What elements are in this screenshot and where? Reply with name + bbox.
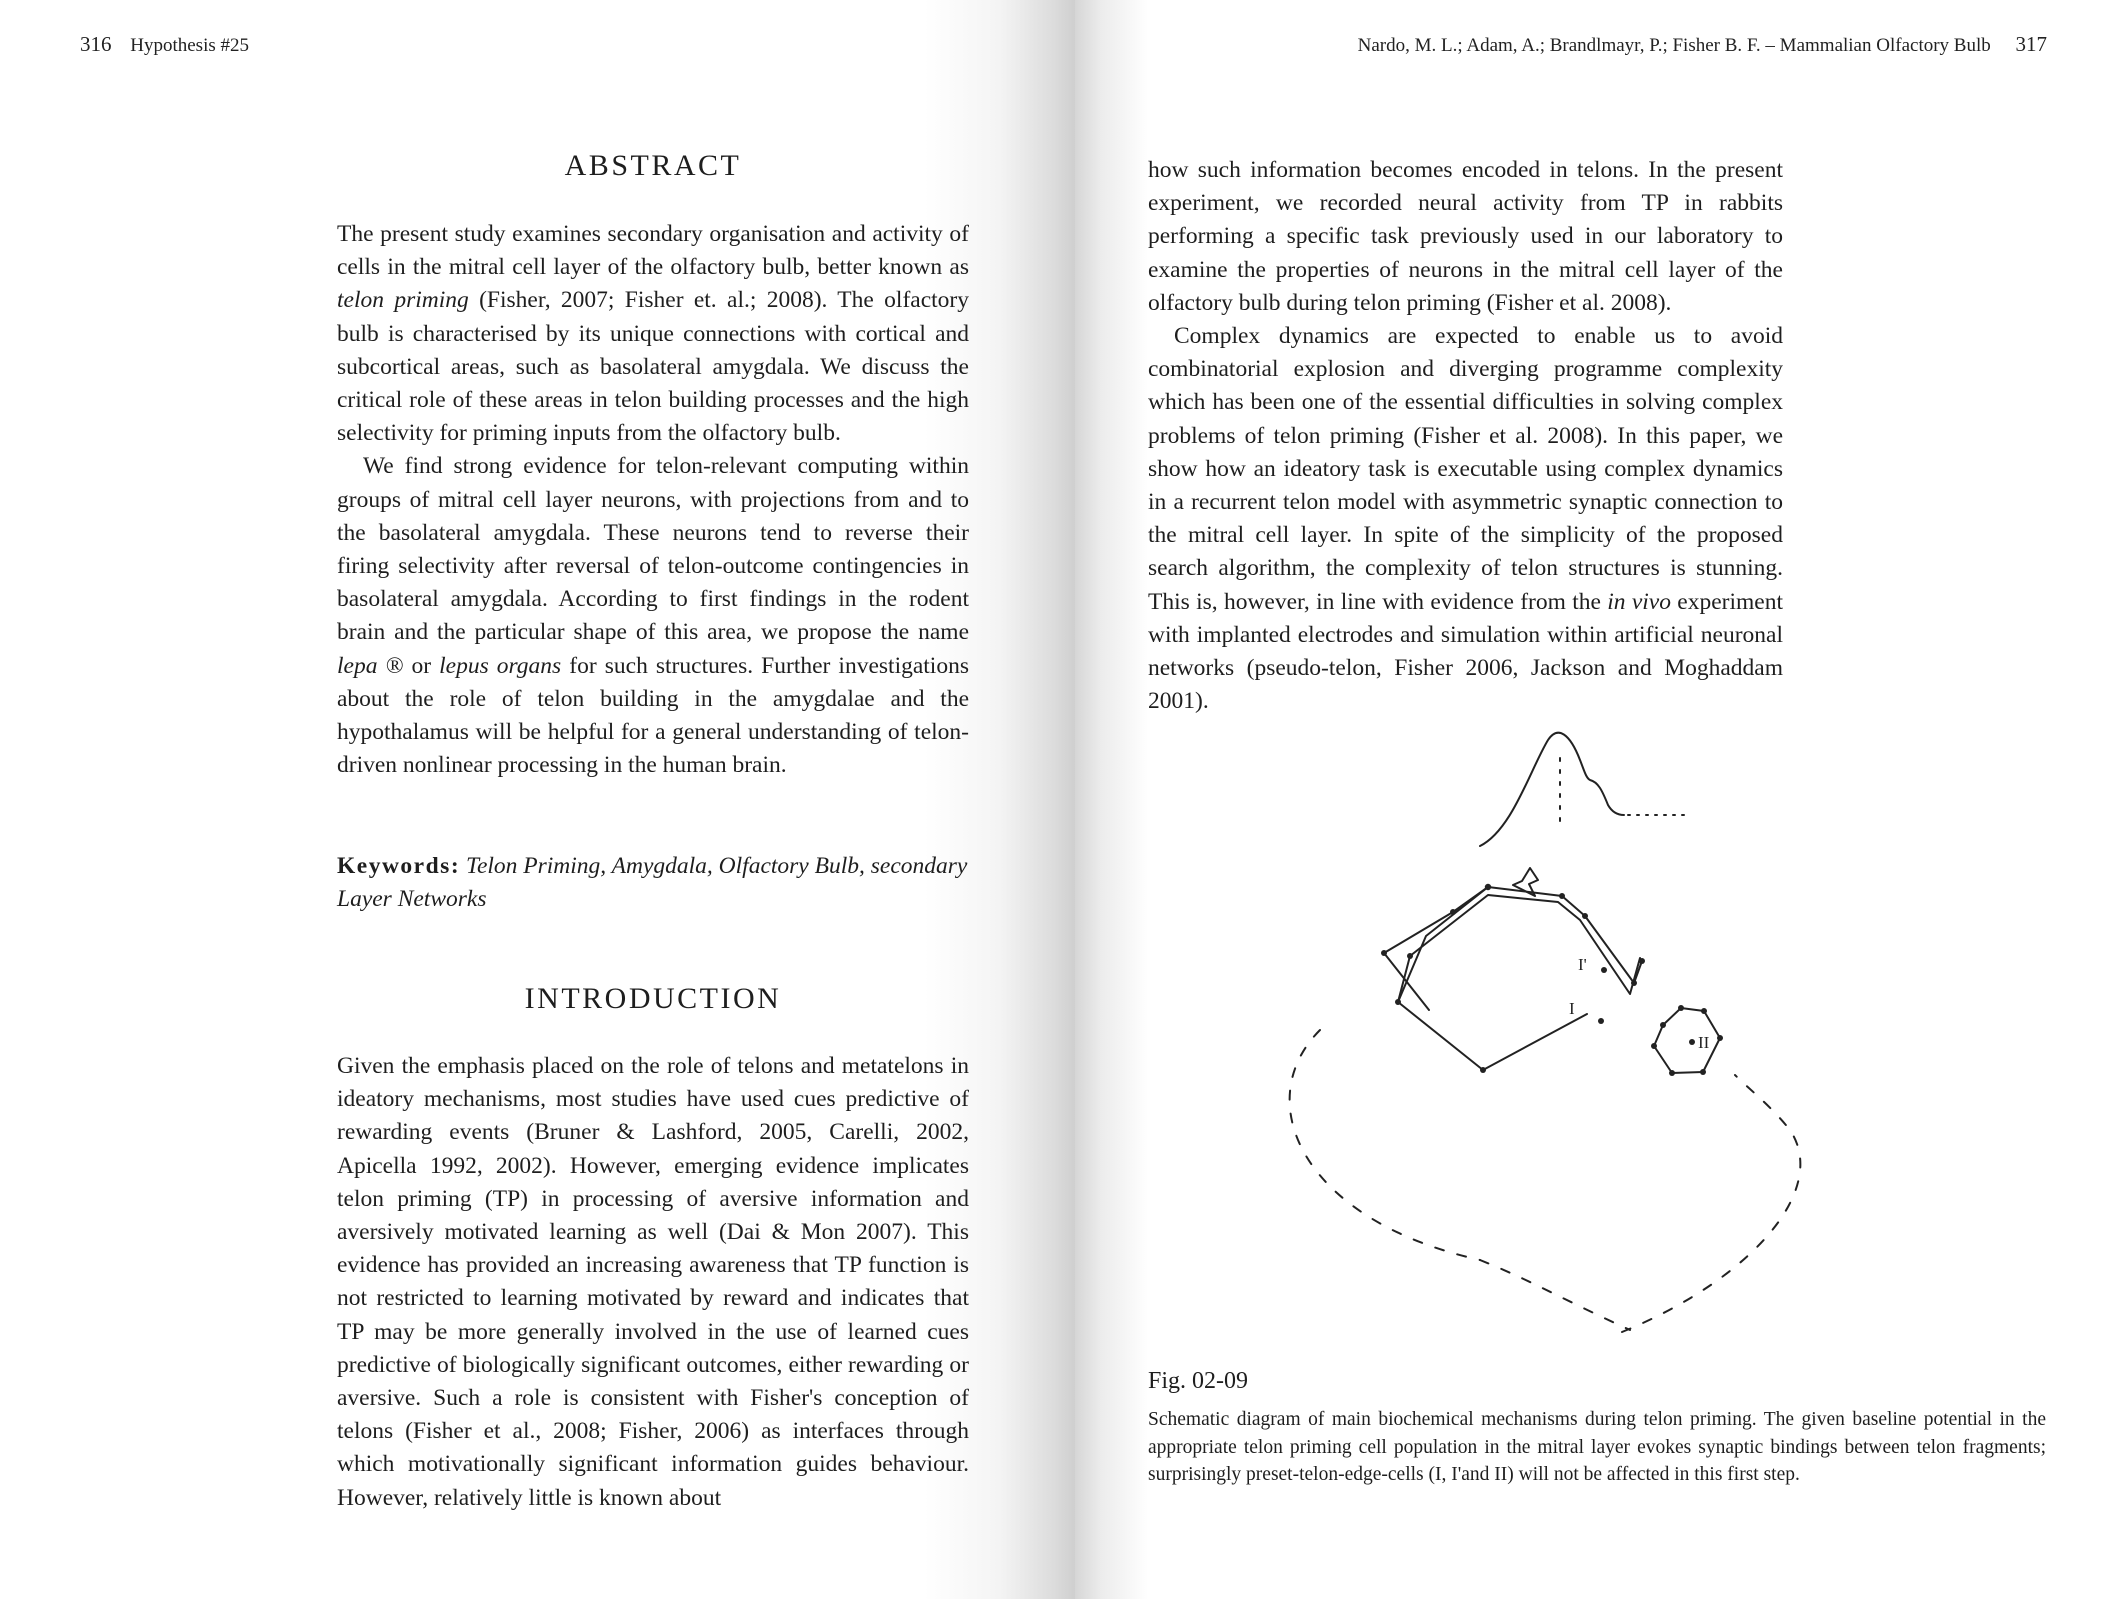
right-paragraph-1: how such information becomes encoded in telons. In the present experiment, we recorded neural activity from TP in rabbits performing a specific task previously used in our laboratory to examine the properties of neurons in the mitral cell layer of the olfactory bulb during telon priming (Fisher et al. 2008).: [1148, 157, 1783, 316]
abstract-body: [337, 218, 969, 782]
left-running-head-title: Hypothesis #25: [130, 35, 249, 56]
node: [1395, 999, 1401, 1005]
cell-II-label: II: [1698, 1033, 1710, 1052]
node: [1381, 950, 1387, 956]
cell-I-dot: [1598, 1018, 1604, 1024]
node: [1701, 1008, 1707, 1014]
abstract-heading: ABSTRACT: [564, 149, 742, 182]
abstract-paragraph-2: We find strong evidence for telon-relevant computing within groups of mitral cell layer neurons, with projections from and to the basolateral amygdala. These neurons tend to reverse their firing selectivity after reversal of telon-outcome contingencies in basolateral amygdala. According to first findings in the rodent brain and the particular shape of this area, we propose the name lepa ® or lepus organs for such structures. Further investigations about the role of telon building in the amygdalae and the hypothalamus will be helpful for a general understanding of telon-driven nonlinear processing in the human brain.: [337, 453, 969, 779]
ellipse-left-arc: [1290, 1030, 1480, 1260]
telon-polygon-outer: [1384, 887, 1642, 1010]
term-lepa: lepa ®: [337, 652, 404, 679]
potential-curve: [1480, 733, 1624, 846]
ellipse-bottom-arc: [1480, 1260, 1630, 1330]
cell-I-prime-dot: [1601, 967, 1607, 973]
node: [1450, 909, 1456, 915]
right-running-head-title: Nardo, M. L.; Adam, A.; Brandlmayr, P.; Fisher B. F. – Mammalian Olfactory Bulb: [1357, 35, 1991, 56]
ellipse-right-arc: [1622, 1075, 1800, 1332]
cell-II-dot: [1689, 1039, 1695, 1045]
schematic-figure: [1230, 720, 1850, 1360]
keywords-text: Telon Priming, Amygdala, Olfactory Bulb, secondary Layer Networks: [337, 853, 968, 913]
introduction-body: [337, 1050, 969, 1515]
term-lepus-organs: lepus organs: [439, 652, 562, 679]
node: [1678, 1005, 1684, 1011]
node: [1559, 893, 1565, 899]
keywords-label: Keywords:: [337, 853, 461, 879]
term-in-vivo: in vivo: [1607, 588, 1671, 615]
node: [1700, 1069, 1706, 1075]
node: [1631, 980, 1637, 986]
cell-I-prime-label: I': [1578, 955, 1587, 974]
node: [1582, 913, 1588, 919]
telon-polygon-inner: [1398, 895, 1640, 1002]
left-page-number: 316: [80, 32, 112, 56]
right-page-number: 317: [2015, 32, 2047, 56]
node: [1660, 1022, 1666, 1028]
introduction-paragraph-1: Given the emphasis placed on the role of telons and metatelons in ideatory mechanisms, most studies have used cues predictive of rewarding events (Bruner & Lashford, 2005, Carelli, 2002, Apicella 1992, 2002). However, emerging evidence implicates telon priming (TP) in processing of aversive information and aversively motivated learning as well (Dai & Mon 2007). This evidence has provided an increasing awareness that TP function is not restricted to learning motivated by reward and indicates that TP may be more generally involved in the use of learned cues predictive of biologically significant outcomes, either rewarding or aversive. Such a role is consistent with Fisher's conception of telons (Fisher et al., 2008; Fisher, 2006) as interfaces through which motivationally significant information guides behaviour. However, relatively little is known about: [337, 1053, 969, 1511]
node: [1485, 884, 1491, 890]
node: [1407, 953, 1413, 959]
node: [1651, 1043, 1657, 1049]
node: [1639, 958, 1645, 964]
right-running-head: [1332, 32, 2047, 57]
cell-II-hexagon: [1654, 1008, 1720, 1073]
telon-polygon-lower: [1398, 887, 1587, 1070]
figure-label: Fig. 02-09: [1148, 1368, 1249, 1394]
abstract-paragraph-1: The present study examines secondary organisation and activity of cells in the mitral cell layer of the olfactory bulb, better known as telon priming (Fisher, 2007; Fisher et. al.; 2008). The olfactory bulb is characterised by its unique connections with cortical and subcortical areas, such as basolateral amygdala. We discuss the critical role of these areas in telon building processes and the high selectivity for priming inputs from the olfactory bulb.: [337, 221, 969, 447]
cell-I-label: I: [1569, 999, 1575, 1018]
right-paragraph-2: Complex dynamics are expected to enable us to avoid combinatorial explosion and diverging programme complexity which has been one of the essential difficulties in solving complex problems of telon priming (Fisher et al. 2008). In this paper, we show how an ideatory task is executable using complex dynamics in a recurrent telon model with asymmetric synaptic connection to the mitral cell layer. In spite of the simplicity of the proposed search algorithm, the complexity of telon structures is stunning. This is, however, in line with evidence from the in vivo experiment with implanted electrodes and simulation within artificial neuronal networks (pseudo-telon, Fisher 2006, Jackson and Moghaddam 2001).: [1148, 323, 1784, 715]
term-telon-priming: telon priming: [337, 287, 469, 314]
node: [1480, 1067, 1486, 1073]
left-running-head: [80, 32, 249, 57]
introduction-heading: INTRODUCTION: [524, 982, 782, 1015]
node: [1717, 1035, 1723, 1041]
right-page-body: [1148, 154, 1783, 718]
node: [1669, 1070, 1675, 1076]
figure-caption: Schematic diagram of main biochemical mechanisms during telon priming. The given baseline potential in the appropriate telon priming cell population in the mitral layer evokes synaptic bindings between telon fragments; surprisingly preset-telon-edge-cells (I, I'and II) will not be affected in this first step.: [1148, 1409, 2046, 1485]
keywords: [337, 850, 969, 916]
